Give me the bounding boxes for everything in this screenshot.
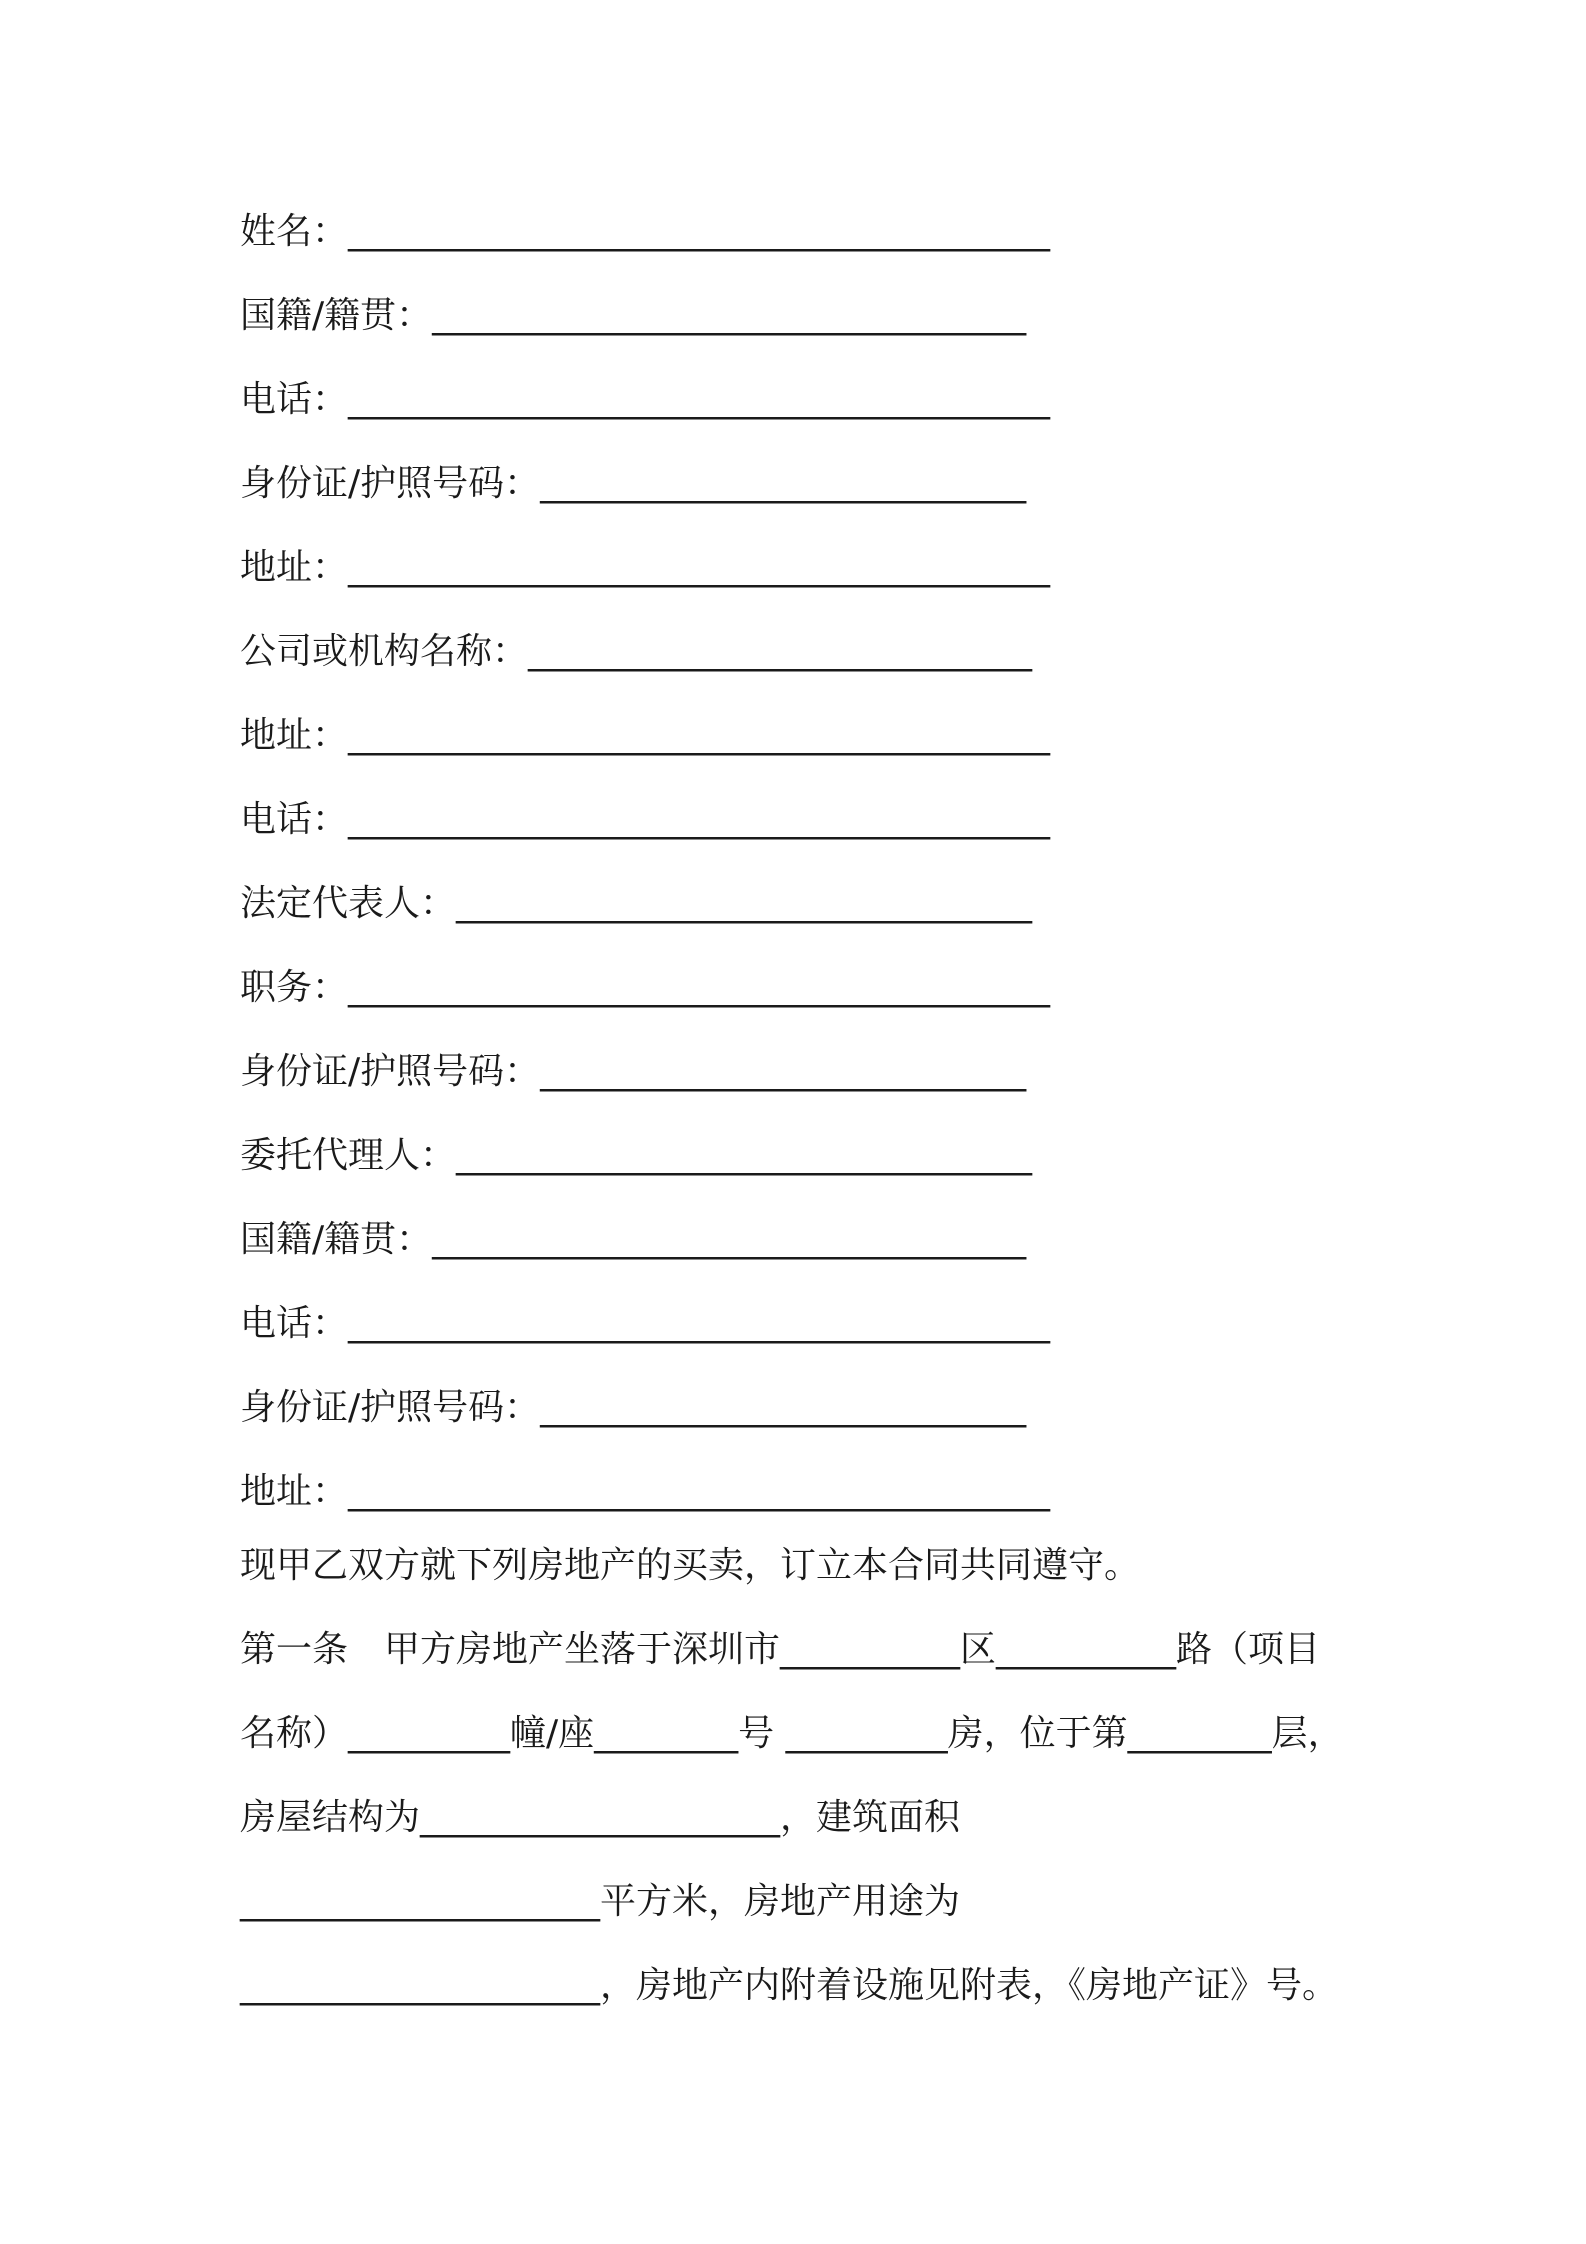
- position-line: 职务：_______________________________________: [240, 967, 1051, 1008]
- article-one-line-2: 名称）_________幢/座________号 _________房，位于第________层，: [240, 1713, 1344, 1754]
- buyer-name-line: 姓名：_______________________________________: [240, 211, 1051, 252]
- article-one-line-1: 第一条 甲方房地产坐落于深圳市__________区__________路（项目: [240, 1629, 1321, 1670]
- company-address-line: 地址：_______________________________________: [240, 715, 1051, 756]
- preamble-line: 现甲乙双方就下列房地产的买卖，订立本合同共同遵守。: [240, 1545, 1141, 1586]
- article-one-line-5: ____________________，房地产内附着设施见附表，《房地产证》号。: [240, 1965, 1339, 2006]
- agent-id-line: 身份证/护照号码：___________________________: [240, 1387, 1027, 1428]
- legal-rep-id-line: 身份证/护照号码：___________________________: [240, 1051, 1027, 1092]
- agent-address-line: 地址：_______________________________________: [240, 1471, 1051, 1512]
- company-name-line: 公司或机构名称：____________________________: [240, 631, 1033, 672]
- agent-phone-line: 电话：_______________________________________: [240, 1303, 1051, 1344]
- buyer-nationality-line: 国籍/籍贯：_________________________________: [240, 295, 1027, 336]
- article-one-line-4: ____________________平方米，房地产用途为: [240, 1881, 961, 1922]
- buyer-id-line: 身份证/护照号码：___________________________: [240, 463, 1027, 504]
- article-one-line-3: 房屋结构为____________________，建筑面积: [240, 1797, 961, 1838]
- buyer-phone-line: 电话：_______________________________________: [240, 379, 1051, 420]
- legal-rep-line: 法定代表人：________________________________: [240, 883, 1033, 924]
- buyer-address-line: 地址：_______________________________________: [240, 547, 1051, 588]
- company-phone-line: 电话：_______________________________________: [240, 799, 1051, 840]
- agent-line: 委托代理人：________________________________: [240, 1135, 1033, 1176]
- agent-nationality-line: 国籍/籍贯：_________________________________: [240, 1219, 1027, 1260]
